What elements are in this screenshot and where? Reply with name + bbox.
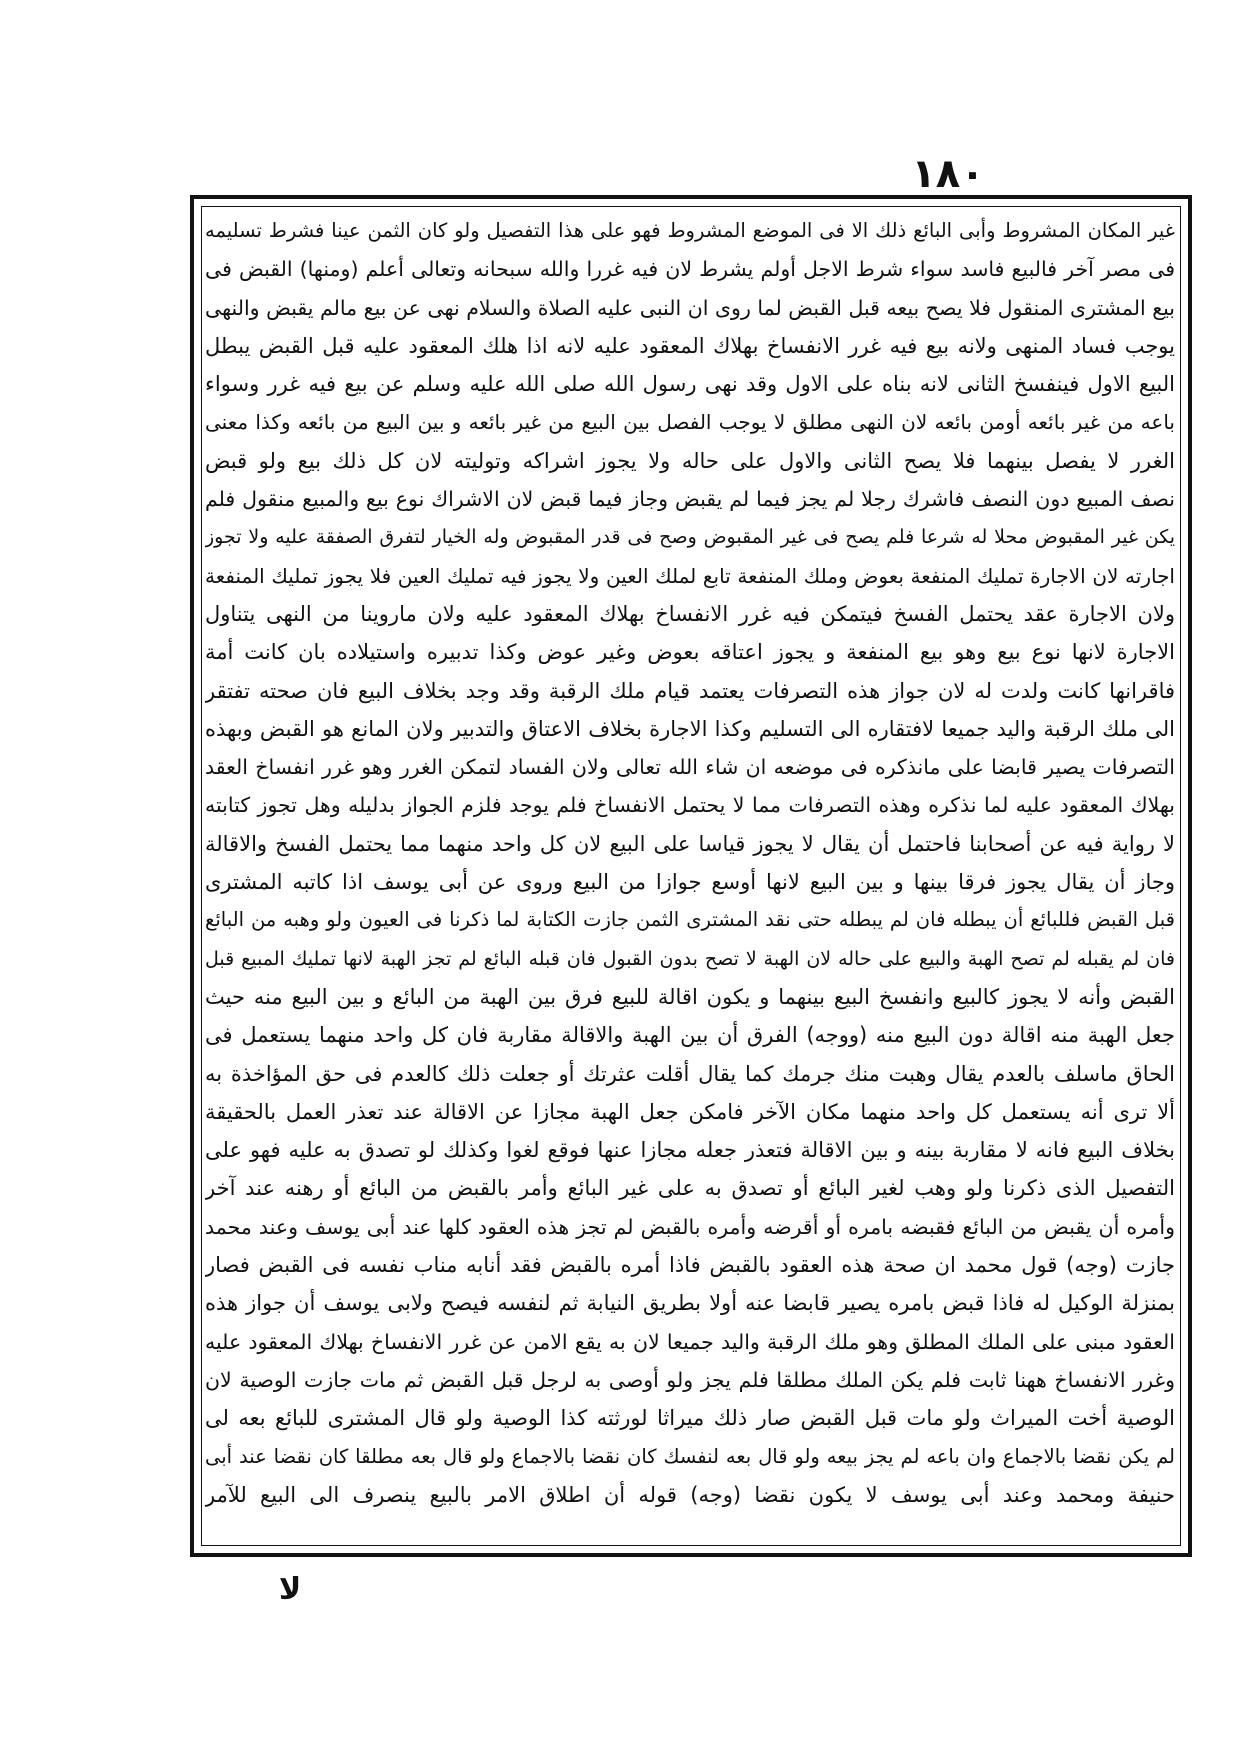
text-line: فى مصر آخر فالبيع فاسد سواء شرط الاجل أولم يشرط لان فيه غررا والله سبحانه وتعالى أعلم (ومنها) القبض فى — [205, 257, 1175, 282]
text-line: قبل القبض فللبائع أن يبطله فان لم يبطله حتى نقد المشترى الثمن جازت الكتابة لما ذكرنا فى العيون ولو وهبه من البائع — [205, 908, 1175, 932]
page-number: ١٨٠ — [911, 151, 985, 197]
text-body — [205, 212, 1175, 1547]
text-line: فان لم يقبله لم تصح الهبة والبيع على حاله لان الهبة لا تصح بدون القبول فان قبله البائع لم تجز الهبة لانها تمليك المبيع قبل — [205, 947, 1175, 970]
catchword: لا — [278, 1572, 302, 1607]
text-line: وغرر الانفساخ ههنا ثابت فلم يكن الملك مطلقا فلم يجز ولو أوصى به لرجل قبل القبض ثم مات جازت الوصية لان — [205, 1367, 1175, 1392]
text-line: التفصيل الذى ذكرنا ولو وهب لغير البائع أو تصدق به على غير البائع وأمر بالقبض من البائع أو رهنه عند آخر — [205, 1176, 1175, 1201]
text-line: يكن غير المقبوض محلا له شرعا فلم يصح فى غير المقبوض وصح فى قدر المقبوض وله الخيار لتفرق الصفقة عليه ولا تجوز — [205, 526, 1175, 549]
text-line: القبض وأنه لا يجوز كالبيع وانفسخ البيع بينهما و يكون اقالة للبيع فرق بين الهبة من البائع و بين البيع منه حيث — [205, 984, 1175, 1009]
text-line: نصف المبيع دون النصف فاشرك رجلا لم يجز فيما لم يقبض وجاز فيما قبض لان الاشراك نوع بيع والمبيع منقول فلم — [205, 487, 1175, 512]
text-line: العقود مبنى على الملك المطلق وهو ملك الرقبة واليد جميعا لان به يقع الامن عن غرر الانفساخ بهلاك المعقود عليه — [205, 1329, 1175, 1354]
text-line: الوصية أخت الميراث ولو مات قبل القبض صار ذلك ميراثا لورثته كذا الوصية ولو قال المشترى للبائع بعه لى — [205, 1406, 1175, 1431]
text-line: بخلاف البيع فانه لا مقاربة بينه و بين الاقالة فتعذر جعله مجازا عنها فوقع لغوا وكذلك لو تصدق به عليه فهو على — [205, 1138, 1175, 1163]
text-line: اجارته لان الاجارة تمليك المنفعة بعوض وملك المنفعة تابع لملك العين ولا يجوز فيه تمليك العين فلا يجوز تمليك المنفعة — [205, 563, 1175, 588]
text-line: بيع المشترى المنقول فلا يصح بيعه قبل القبض لما روى ان النبى عليه الصلاة والسلام نهى عن بيع مالم يقبض والنهى — [205, 295, 1175, 320]
text-line: فاقرانها كانت ولدت له لان جواز هذه التصرفات يعتمد قيام ملك الرقبة وقد وجد بخلاف البيع فان صحته تفتقر — [205, 678, 1175, 703]
text-line: الغرر لا يفصل بينهما فلا يصح الثانى والاول على حاله ولا يجوز اشراكه وتوليته لان كل ذلك بيع ولو قبض — [205, 448, 1175, 473]
text-line: وأمره أن يقبض من البائع فقبضه بامره أو أقرضه وأمره بالقبض لم تجز هذه العقود كلها عند أبى يوسف وعند محمد — [205, 1214, 1175, 1239]
text-line: ألا ترى أنه يستعمل كل واحد منهما مكان الآخر فامكن جعل الهبة مجازا عن الاقالة عند تعذر العمل بالحقيقة — [205, 1099, 1175, 1124]
text-line: جعل الهبة منه اقالة دون البيع منه (ووجه) الفرق أن بين الهبة والاقالة مقاربة فان كل واحد منهما يستعمل فى — [205, 1023, 1175, 1048]
text-line: يوجب فساد المنهى ولانه بيع فيه غرر الانفساخ بهلاك المعقود عليه لانه اذا هلك المعقود عليه قبل القبض يبطل — [205, 333, 1175, 358]
text-line: الاجارة لانها نوع بيع وهو بيع المنفعة و يجوز اعتاقه بعوض وغير عوض وكذا تدبيره واستيلاده بان كانت أمة — [205, 640, 1175, 665]
text-line: وجاز أن يقال يجوز فرقا بينها و بين البيع لانها أوسع جوازا من البيع وروى عن أبى يوسف اذا كاتبه المشترى — [205, 870, 1175, 895]
text-line: باعه من غير بائعه أومن بائعه لان النهى مطلق لا يوجب الفصل بين البيع من غير بائعه و بين البيع من بائعه وكذا معنى — [205, 410, 1175, 435]
text-line: الحاق ماسلف بالعدم يقال وهبت منك جرمك كما يقال أقلت عثرتك أو جعلت ذلك كالعدم فى حق المؤاخذة به — [205, 1061, 1175, 1086]
text-line: بمنزلة الوكيل له فاذا قبض بامره يصير قابضا عنه أولا بطريق النيابة ثم لنفسه فيصح ولابى يوسف أن جواز هذه — [205, 1291, 1175, 1316]
text-line: الى ملك الرقبة واليد جميعا لافتقاره الى التسليم وكذا الاجارة بخلاف الاعتاق والتدبير ولان المانع هو القبض وبهذه — [205, 716, 1175, 741]
text-line: التصرفات يصير قابضا على مانذكره فى موضعه ان شاء الله تعالى ولان الفساد لتمكن الغرر وهو غرر انفساخ العقد — [205, 755, 1175, 780]
text-line: حنيفة ومحمد وعند أبى يوسف لا يكون نقضا (وجه) قوله أن اطلاق الامر بالبيع ينصرف الى البيع للآمر — [205, 1482, 1175, 1507]
text-line: غير المكان المشروط وأبى البائع ذلك الا فى الموضع المشروط فهو على هذا التفصيل ولو كان الثمن عينا فشرط تسليمه — [205, 219, 1175, 242]
text-line: البيع الاول فينفسخ الثانى لانه بناه على الاول وقد نهى رسول الله صلى الله عليه وسلم عن بيع فيه غرر وسواء — [205, 372, 1175, 397]
text-line: لم يكن نقضا بالاجماع وان باعه لم يجز بيعه ولو قال بعه لنفسك كان نقضا بالاجماع ولو قال بعه مطلقا كان نقضا عند أبى — [205, 1444, 1175, 1468]
text-line: لا رواية فيه عن أصحابنا فاحتمل أن يقال لا يجوز قياسا على البيع لان كل واحد منهما مما يحتمل الفسخ والاقالة — [205, 831, 1175, 856]
text-line: ولان الاجارة عقد يحتمل الفسخ فيتمكن فيه غرر الانفساخ بهلاك المعقود عليه ولان ماروينا من النهى يتناول — [205, 601, 1175, 626]
text-line: جازت (وجه) قول محمد ان صحة هذه العقود بالقبض فاذا أمره بالقبض فقد أنابه مناب نفسه فى القبض فصار — [205, 1253, 1175, 1278]
text-line: بهلاك المعقود عليه لما نذكره وهذه التصرفات مما لا يحتمل الانفساخ فلم يوجد فلزم الجواز بدليله وهل تجوز كتابته — [205, 793, 1175, 818]
